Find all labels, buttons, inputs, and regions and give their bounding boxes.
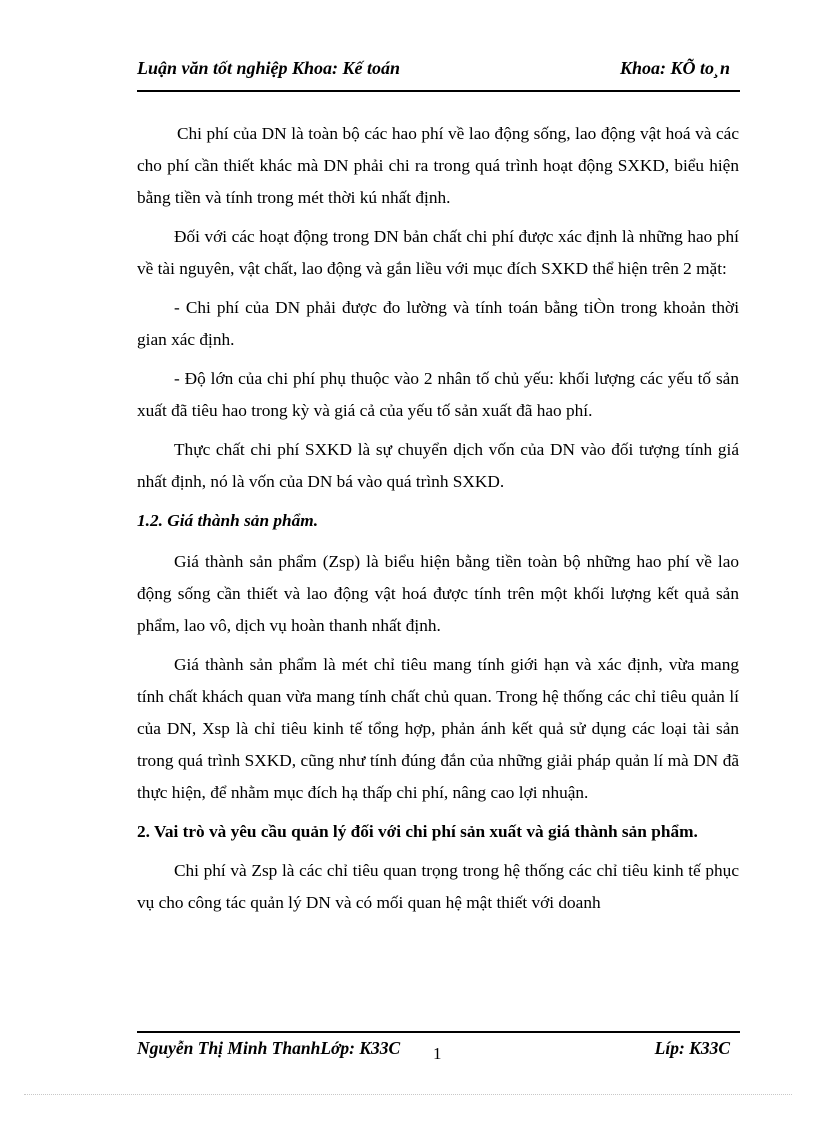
header-left-text: Luận văn tốt nghiệp Khoa: Kế toán [137,58,401,78]
paragraph-3: - Chi phí của DN phải được đo lường và tính toán bằng tiÒn trong khoản thời gian xác định. [137,298,739,349]
section-heading-1-2: 1.2. Giá thành sản phẩm. [137,511,319,530]
paragraph-5: Thực chất chi phí SXKD là sự chuyển dịch vốn của DN vào đối tượng tính giá nhất định, nó là vốn của DN bá vào quá trình SXKD. [137,440,739,491]
page-header [137,56,740,92]
footer-divider [137,1031,740,1033]
paragraph-4: - Độ lớn của chi phí phụ thuộc vào 2 nhân tố chủ yếu: khối lượng các yếu tố sản xuất đã tiêu hao trong kỳ và giá cả của yếu tố sản xuất đã hao phí. [137,369,739,420]
page-footer [137,1036,740,1066]
header-right-text: Khoa: KÕ to¸n [619,58,730,78]
paragraph-7: Giá thành sản phẩm là mét chỉ tiêu mang tính giới hạn và xác định, vừa mang tính chất khách quan vừa mang tính chất chủ quan. Trong hệ thống các chỉ tiêu quản lí của DN, Xsp là chỉ tiêu kinh tế tổng hợp, phản ánh kết quả sử dụng các loại tài sản trong quá trình SXKD, cũng như tính đúng đắn của những giải pháp quản lí mà DN đã thực hiện, để nhằm mục đích hạ thấp chi phí, nâng cao lợi nhuận. [137,655,739,802]
footer-right-text: Líp: K33C [654,1038,730,1058]
paragraph-6: Giá thành sản phẩm (Zsp) là biểu hiện bằng tiền toàn bộ những hao phí về lao động sống cần thiết và lao động vật hoá được tính trên một khối lượng kết quả sản phẩm, lao vô, dịch vụ hoàn thanh nhất định. [137,552,739,635]
paragraph-1: Chi phí của DN là toàn bộ các hao phí về lao động sống, lao động vật hoá và các cho phí cần thiết khác mà DN phải chi ra trong quá trình hoạt động SXKD, biểu hiện bằng tiền và tính trong mét thời kú nhất định. [137,124,739,207]
page-edge-divider [24,1094,792,1095]
document-body [137,118,739,926]
paragraph-2: Đối với các hoạt động trong DN bản chất chi phí được xác định là những hao phí về tài nguyên, vật chất, lao động và gắn liều với mục đích SXKD thể hiện trên 2 mặt: [137,227,739,278]
footer-left-text: Nguyễn Thị Minh ThanhLớp: K33C [137,1038,401,1058]
page-number: 1 [433,1044,442,1063]
paragraph-8: Chi phí và Zsp là các chỉ tiêu quan trọng trong hệ thống các chỉ tiêu kinh tế phục vụ cho công tác quản lý DN và có mối quan hệ mật thiết với doanh [137,861,739,912]
section-heading-2: 2. Vai trò và yêu cầu quản lý đối với chi phí sản xuất và giá thành sản phẩm. [137,822,698,841]
